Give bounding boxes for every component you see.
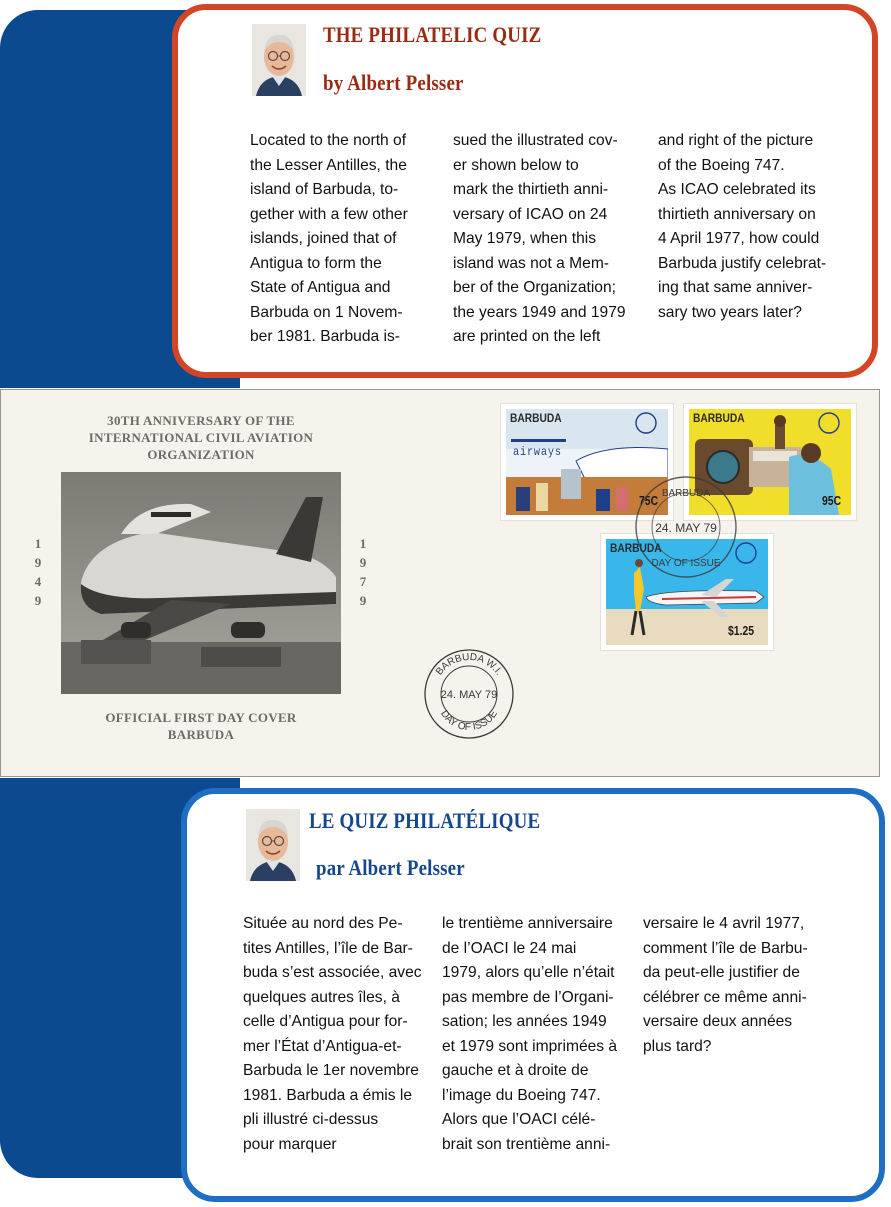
author-portrait (246, 809, 300, 881)
stamp-airways-text: airways (513, 445, 562, 459)
postmark-day-of-issue (421, 646, 517, 742)
french-column-1: Située au nord des Pe- tites Antilles, l’île de Bar- buda s’est associée, avec quelques autres îles, à celle d’Antigua pour for- mer l’État d’Antigua-et- Barbuda le 1er novembre 1981. Barbuda a émis le pli illustré ci-dessus pour marquer (243, 915, 422, 1153)
postmark-small-date: 24. MAY 79 (655, 521, 717, 535)
postmark-bottom-text: DAY OF ISSUE (438, 708, 500, 734)
postmark-date: 24. MAY 79 (440, 689, 498, 701)
quiz-title-english: THE PHILATELIC QUIZ (323, 22, 542, 47)
author-portrait (252, 24, 306, 96)
postmark-over-stamps (631, 472, 741, 582)
stamp-value: $1.25 (728, 623, 755, 638)
english-column-1: Located to the north of the Lesser Antilles, the island of Barbuda, to- gether with a few other islands, joined that of Antigua to form the State of Antigua and Barbuda on 1 Novem- ber 1981. Barbuda is- (250, 132, 408, 345)
cover-footer: OFFICIAL FIRST DAY COVER BARBUDA (105, 710, 297, 742)
quiz-title-french: LE QUIZ PHILATÉLIQUE (309, 808, 541, 833)
postmark-small-bottom: DAY OF ISSUE (651, 558, 721, 569)
year-left: 1 9 4 9 (34, 536, 42, 608)
svg-text:DAY OF ISSUE (438, 708, 500, 733)
first-day-cover (0, 389, 880, 777)
stamp-country-label: BARBUDA (693, 411, 745, 425)
quiz-byline-english: by Albert Pelsser (323, 70, 464, 95)
stamp-value: 75C (639, 493, 659, 508)
french-column-2: le trentième anniversaire de l’OACI le 24 mai 1979, alors qu’elle n’était pas membre de l’Organi- sation; les années 1949 et 1979 sont imprimées à gauche et à droite de l’image du Boeing 747. Alors que l’OACI célé- brait son trentième anni- (442, 915, 618, 1153)
quiz-byline-french: par Albert Pelsser (316, 855, 465, 880)
year-right: 1 9 7 9 (359, 536, 367, 608)
french-column-3: versaire le 4 avril 1977, comment l’île de Barbu- da peut-elle justifier de célébrer ce même anni- versaire deux années plus tard? (643, 915, 808, 1055)
postmark-small-top: BARBUDA (661, 488, 711, 499)
boeing-747-photo (61, 472, 341, 694)
stamp-country-label: BARBUDA (510, 411, 562, 425)
english-column-3: and right of the picture of the Boeing 747. As ICAO celebrated its thirtieth anniversary on 4 April 1977, how could Barbuda justify celebrat- ing that same anniver- sary two years later? (658, 132, 827, 321)
stamp-value: 95C (822, 493, 842, 508)
stamp-country-label: BARBUDA (610, 541, 662, 555)
english-column-2: sued the illustrated cov- er shown below to mark the thirtieth anni- versary of ICAO on 24 May 1979, when this island was not a Mem- ber of the Organization; the years 1949 and 1979 are printed on the left (453, 132, 626, 345)
svg-text:BARBUDA W.I. (434, 652, 504, 678)
cover-header: 30TH ANNIVERSARY OF THE INTERNATIONAL CIVIL AVIATION ORGANIZATION (88, 413, 314, 462)
postmark-top-text: BARBUDA W.I. (433, 651, 505, 678)
